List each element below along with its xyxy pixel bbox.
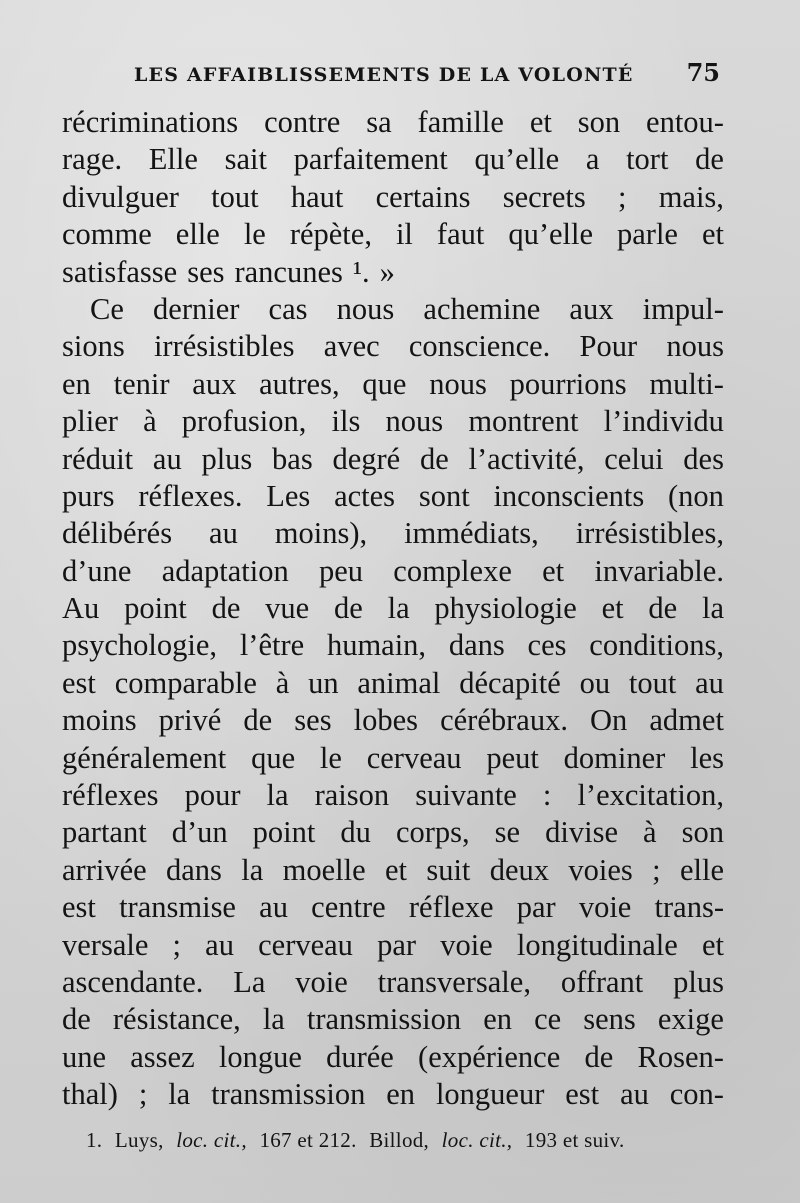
word: ils <box>331 404 361 439</box>
word: réflexes <box>62 778 159 813</box>
text-line <box>62 216 724 253</box>
word: généralement <box>62 740 227 775</box>
word: psychologie, <box>62 628 218 663</box>
word: satisfasse <box>62 254 178 289</box>
word: raison <box>314 778 390 813</box>
footnote-pages-1: 167 et 212. <box>259 1128 357 1152</box>
word: profusion, <box>181 404 307 439</box>
word: divise <box>545 815 618 850</box>
word: que <box>251 740 296 775</box>
word: physiologie <box>434 591 577 626</box>
word: secrets <box>502 179 586 214</box>
word: voie <box>295 964 348 999</box>
word: tort <box>626 142 669 177</box>
word: comme <box>62 217 152 252</box>
word: répète, <box>289 217 372 252</box>
running-title: LES AFFAIBLISSEMENTS DE LA VOLONTÉ <box>134 64 634 86</box>
word: invariable. <box>594 553 724 588</box>
word: de <box>419 441 449 476</box>
word: et <box>529 105 552 139</box>
word: ou <box>579 665 611 700</box>
word: la <box>262 1002 285 1037</box>
word: la <box>168 1077 191 1112</box>
word: degré <box>332 441 401 476</box>
word: que <box>362 366 407 401</box>
word: irrésistibles, <box>575 516 724 551</box>
word: ; <box>138 1077 148 1112</box>
word: de <box>62 1002 91 1037</box>
word: moelle <box>282 852 366 887</box>
text-line <box>62 814 724 851</box>
word: vue <box>265 591 310 626</box>
word: qu’elle <box>474 142 560 177</box>
word: au <box>259 890 288 925</box>
word: aux <box>569 291 614 326</box>
word: impul- <box>642 291 724 326</box>
word: humain, <box>326 628 427 663</box>
word: pourrions <box>509 366 627 401</box>
word: rage. <box>62 142 123 177</box>
word: réflexes. <box>138 478 243 513</box>
word: deux <box>489 852 550 887</box>
word: se <box>494 815 521 850</box>
word: les <box>690 740 724 775</box>
word: (non <box>668 478 724 513</box>
word: On <box>590 703 628 738</box>
word: entou- <box>646 105 724 139</box>
word: l’activité, <box>468 441 585 476</box>
word: thal) <box>62 1077 118 1112</box>
text-line <box>62 515 724 552</box>
word: cerveau <box>258 927 353 962</box>
word: sont <box>418 478 470 513</box>
word: et <box>701 927 724 962</box>
text-line <box>62 777 724 814</box>
word: ; <box>617 179 627 214</box>
word: moins), <box>274 516 368 551</box>
word: Les <box>266 478 311 513</box>
word: inconscients <box>493 478 645 513</box>
word: nous <box>666 329 724 364</box>
word: point <box>252 815 316 850</box>
footnote-author-2: Billod, <box>369 1128 430 1152</box>
word: La <box>233 964 266 999</box>
word: délibérés <box>62 516 173 551</box>
word: la <box>266 778 289 813</box>
word: aux <box>192 366 237 401</box>
footnote-loc-1: loc. cit., <box>176 1128 247 1152</box>
word: sa <box>366 105 392 139</box>
text-line <box>62 179 724 216</box>
word: dominer <box>563 740 666 775</box>
word: est <box>565 1077 600 1112</box>
word: longueur <box>435 1077 545 1112</box>
word: adaptation <box>161 553 289 588</box>
word: famille <box>417 105 504 139</box>
word: peu <box>319 553 364 588</box>
text-line <box>62 1076 724 1113</box>
word: longue <box>218 1039 302 1074</box>
text-line <box>62 590 724 627</box>
word: assez <box>130 1039 195 1074</box>
word: comparable <box>114 665 257 700</box>
word: ces <box>527 628 567 663</box>
word: versale <box>62 927 149 962</box>
word: admet <box>649 703 724 738</box>
text-line <box>62 441 724 478</box>
word: complexe <box>393 553 512 588</box>
word: bas <box>272 441 313 476</box>
word: ascendante. <box>62 964 204 999</box>
word: et <box>701 217 724 252</box>
word: de <box>695 142 724 177</box>
word: peut <box>486 740 539 775</box>
word: au <box>152 441 182 476</box>
word: transmission <box>306 1002 462 1037</box>
word: pour <box>184 778 241 813</box>
text-line <box>62 702 724 739</box>
word: tenir <box>113 366 170 401</box>
word: elle <box>175 217 220 252</box>
word: avec <box>323 329 380 364</box>
word: tout <box>211 179 259 214</box>
footnote-number: 1. <box>86 1128 103 1152</box>
word: l’individu <box>603 404 724 439</box>
word: au <box>209 516 238 551</box>
footnote <box>86 1128 726 1153</box>
text-line <box>62 1039 724 1076</box>
word: est <box>62 665 96 700</box>
word: Au <box>62 591 100 626</box>
text-line <box>62 889 724 926</box>
word: mais, <box>658 179 724 214</box>
word: Elle <box>148 142 198 177</box>
word: conscience. <box>408 329 551 364</box>
word: irrésistibles <box>153 329 295 364</box>
word: et <box>384 852 407 887</box>
text-line <box>62 328 724 365</box>
word: voie <box>578 890 632 925</box>
word: à <box>643 815 657 850</box>
word: celui <box>604 441 664 476</box>
word: l’être <box>239 628 305 663</box>
word: cerveau <box>366 740 462 775</box>
page-number: 75 <box>686 58 720 87</box>
word: achemine <box>423 291 541 326</box>
text-line <box>62 141 724 178</box>
text-line <box>62 291 724 328</box>
word: de <box>211 591 241 626</box>
text-line <box>62 740 724 777</box>
word: dernier <box>153 291 240 326</box>
footnote-loc-2: loc. cit., <box>441 1128 513 1152</box>
word: plus <box>201 441 253 476</box>
word: à <box>143 404 157 439</box>
word: cas <box>268 291 308 326</box>
word: qu’elle <box>508 217 594 252</box>
word: ses <box>187 254 225 289</box>
word: lobes <box>353 703 419 738</box>
word: faut <box>436 217 485 252</box>
word: sens <box>583 1002 636 1037</box>
word: ses <box>294 703 332 738</box>
word: purs <box>62 478 115 513</box>
word: transmission <box>211 1077 366 1112</box>
word: con- <box>669 1077 724 1112</box>
word: partant <box>62 815 147 850</box>
word: l’excitation, <box>577 778 724 813</box>
word: moins <box>62 703 137 738</box>
word: divulguer <box>62 179 179 214</box>
text-line <box>62 366 724 403</box>
word: voie <box>440 927 493 962</box>
word: sions <box>62 329 125 364</box>
word: tout <box>628 665 677 700</box>
word: est <box>62 890 96 925</box>
word: son <box>681 815 724 850</box>
text-line <box>62 852 724 889</box>
word: nous <box>429 366 487 401</box>
word: Pour <box>579 329 638 364</box>
word: ce <box>534 1002 562 1037</box>
word: une <box>62 1039 107 1074</box>
word: voies <box>568 852 633 887</box>
word: rancunes <box>234 254 343 289</box>
word: Rosen- <box>637 1039 724 1074</box>
word: actes <box>334 478 396 513</box>
text-line <box>62 254 724 291</box>
word: son <box>577 105 621 139</box>
word: a <box>585 142 600 177</box>
word: à <box>275 665 290 700</box>
word: par <box>377 927 417 962</box>
text-line <box>62 553 724 590</box>
word: sait <box>224 142 267 177</box>
word: durée <box>326 1039 394 1074</box>
word: en <box>386 1077 416 1112</box>
word: (expérience <box>418 1039 561 1074</box>
word: du <box>340 815 371 850</box>
word: animal <box>357 665 441 700</box>
word: en <box>62 366 91 401</box>
word: des <box>683 441 724 476</box>
word: certains <box>375 179 471 214</box>
word: par <box>516 890 556 925</box>
word: conditions, <box>589 628 724 663</box>
text-line <box>62 927 724 964</box>
word: la <box>387 591 410 626</box>
word: récriminations <box>62 105 239 139</box>
word: longitudinale <box>516 927 678 962</box>
word: multi- <box>649 366 724 401</box>
footnote-pages-2: 193 et suiv. <box>524 1128 625 1152</box>
word: haut <box>290 179 344 214</box>
word: corps, <box>395 815 470 850</box>
word: point <box>124 591 187 626</box>
word: d’un <box>171 815 228 850</box>
word: exige <box>657 1002 724 1037</box>
word: la <box>701 591 724 626</box>
text-line <box>62 1001 724 1038</box>
word: décapité <box>459 665 561 700</box>
word: montrent <box>468 404 579 439</box>
word: le <box>319 740 342 775</box>
word: contre <box>264 105 341 139</box>
word: offrant <box>560 964 644 999</box>
word: et <box>542 553 565 588</box>
word: parle <box>617 217 678 252</box>
word: de <box>584 1039 614 1074</box>
word: : <box>542 778 552 813</box>
text-line <box>62 964 724 1001</box>
word: au <box>695 665 724 700</box>
word: ; <box>652 852 661 887</box>
word: nous <box>336 291 395 326</box>
word: un <box>308 665 339 700</box>
footnote-author-1: Luys, <box>114 1128 164 1152</box>
body-text <box>62 104 724 1114</box>
text-line <box>62 104 724 141</box>
word: immédiats, <box>404 516 539 551</box>
word: trans- <box>654 890 724 925</box>
word: suivante <box>415 778 517 813</box>
word: résistance, <box>112 1002 241 1037</box>
word: au <box>620 1077 649 1112</box>
word: en <box>483 1002 512 1037</box>
word: cérébraux. <box>440 703 568 738</box>
text-line <box>62 478 724 515</box>
word: la <box>241 852 264 887</box>
word: réflexe <box>408 890 494 925</box>
word: transversale, <box>377 964 531 999</box>
word: Ce <box>90 291 124 326</box>
word: réduit <box>62 441 134 476</box>
word: de <box>334 591 363 626</box>
word: d’une <box>62 553 132 588</box>
word: arrivée <box>62 852 147 887</box>
word: centre <box>311 890 386 925</box>
word: plus <box>673 964 724 999</box>
text-line <box>62 665 724 702</box>
running-head <box>64 58 720 92</box>
word: de <box>648 591 678 626</box>
word: il <box>395 217 413 252</box>
text-line <box>62 627 724 664</box>
word: elle <box>679 852 724 887</box>
word: nous <box>385 404 444 439</box>
word: ¹. <box>352 254 370 289</box>
word: » <box>379 254 395 289</box>
word: de <box>243 703 273 738</box>
text-line <box>62 403 724 440</box>
word: transmise <box>119 890 236 925</box>
word: suit <box>426 852 471 887</box>
word: parfaitement <box>293 142 448 177</box>
word: le <box>243 217 266 252</box>
word: plier <box>62 404 118 439</box>
word: dans <box>448 628 505 663</box>
word: et <box>601 591 624 626</box>
word: autres, <box>259 366 340 401</box>
word: dans <box>166 852 222 887</box>
word: au <box>205 927 234 962</box>
word: ; <box>172 927 182 962</box>
word: privé <box>158 703 222 738</box>
